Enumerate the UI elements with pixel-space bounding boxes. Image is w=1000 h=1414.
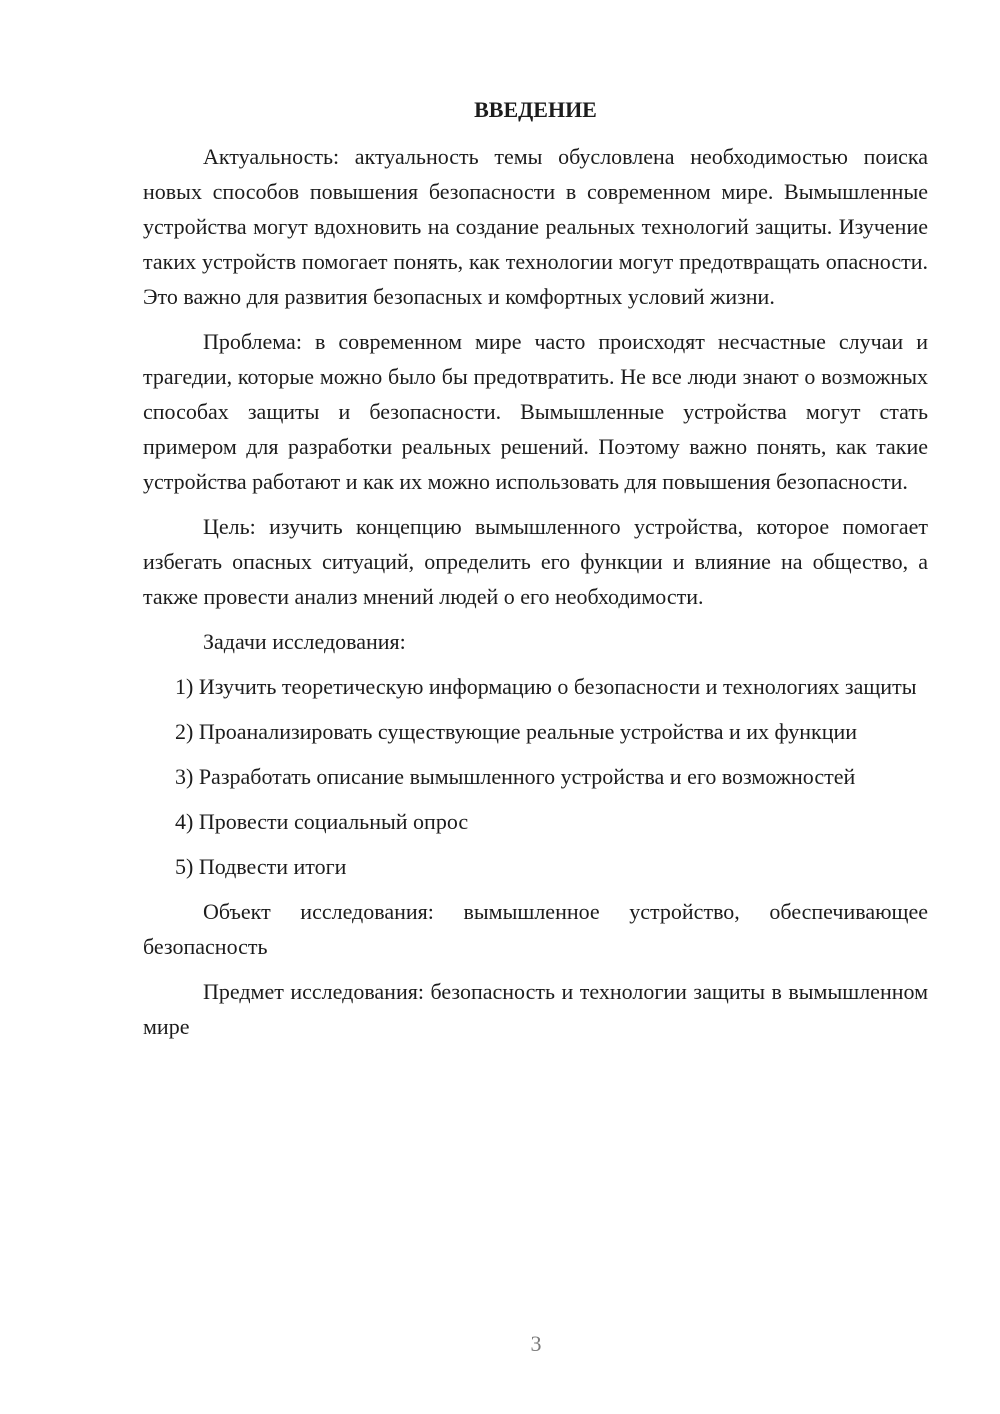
task-item: 3) Разработать описание вымышленного устройства и его возможностей [175,764,856,789]
paragraph-relevance: Актуальность: актуальность темы обусловлена необходимостью поиска новых способов повышения безопасности в современном мире. Вымышленные устройства могут вдохновить на создание реальных технологий защиты. Изучение таких устройств помогает понять, как технологии могут предотвращать опасности. Это важно для развития безопасных и комфортных условий жизни. [143,144,928,309]
page-number: 3 [530,1331,542,1356]
task-item: 5) Подвести итоги [175,854,347,879]
paragraph-subject: Предмет исследования: безопасность и технологии защиты в вымышленном мире [143,979,928,1039]
paragraph-object: Объект исследования: вымышленное устройство, обеспечивающее безопасность [143,899,928,959]
paragraph-goal: Цель: изучить концепцию вымышленного устройства, которое помогает избегать опасных ситуаций, определить его функции и влияние на общество, а также провести анализ мнений людей о его необходимости. [143,514,928,609]
task-item: 2) Проанализировать существующие реальные устройства и их функции [175,719,858,744]
task-item: 4) Провести социальный опрос [175,809,469,834]
document-body [143,92,928,1054]
tasks-heading: Задачи исследования: [203,629,406,654]
task-item: 1) Изучить теоретическую информацию о безопасности и технологиях защиты [175,674,917,699]
paragraph-problem: Проблема: в современном мире часто происходят несчастные случаи и трагедии, которые можно было бы предотвратить. Не все люди знают о возможных способах защиты и безопасности. Вымышленные устройства могут стать примером для разработки реальных решений. Поэтому важно понять, как такие устройства работают и как их можно использовать для повышения безопасности. [143,329,928,494]
section-title: ВВЕДЕНИЕ [474,97,597,122]
